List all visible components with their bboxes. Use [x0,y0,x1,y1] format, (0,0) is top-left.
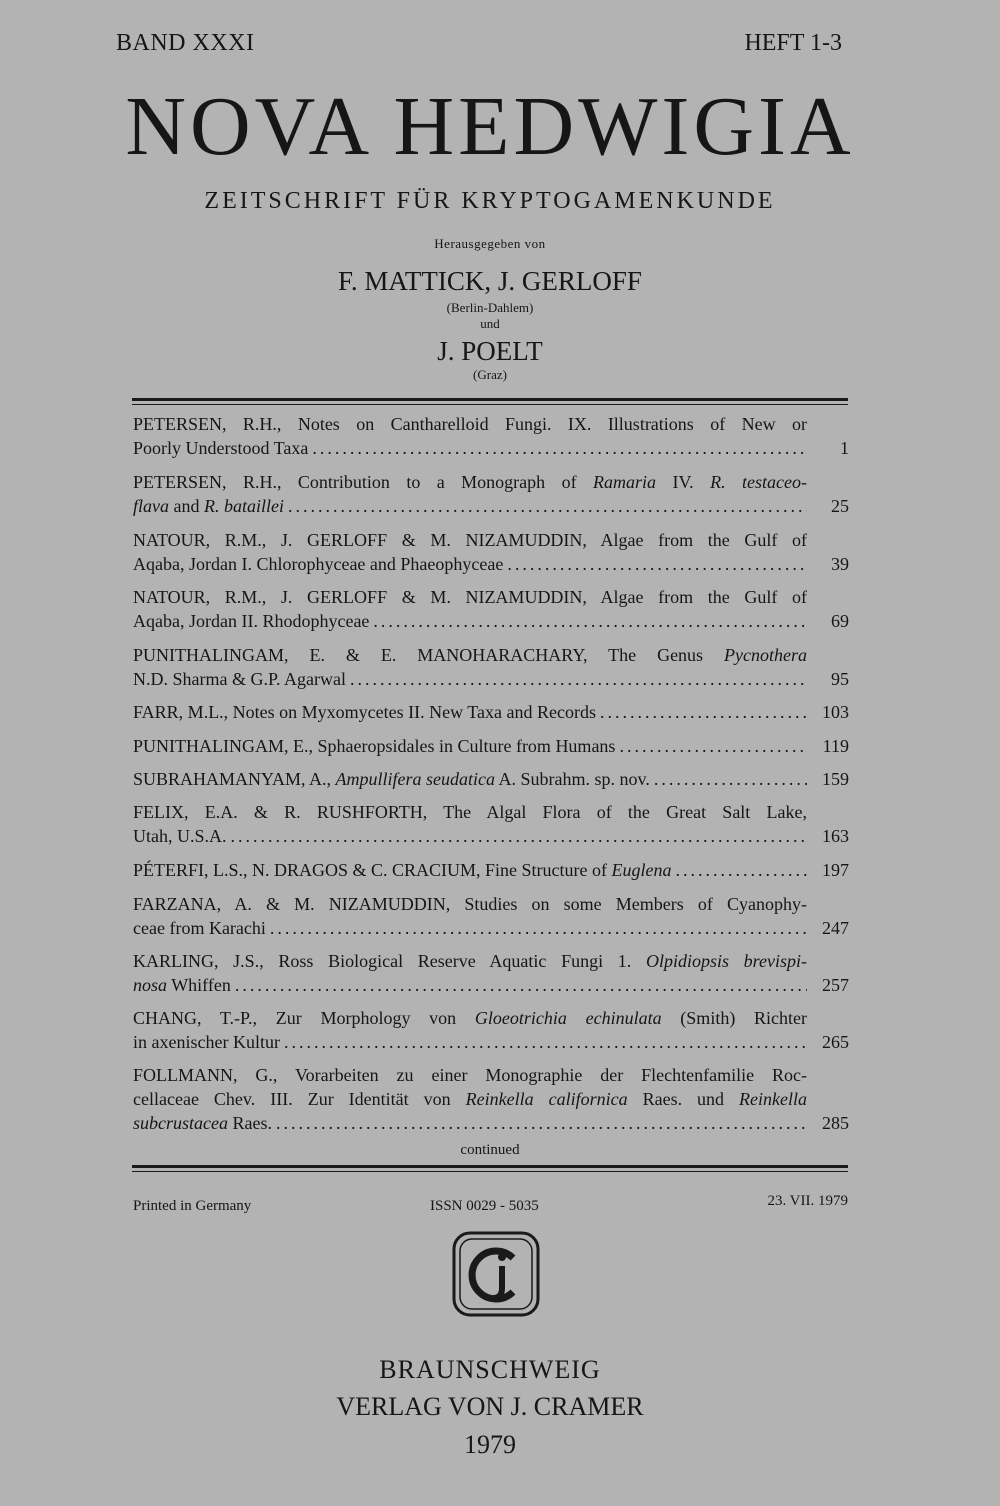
bottom-rule-thin [132,1171,848,1172]
toc-page-number: 159 [822,769,849,789]
top-rule-thin [132,404,848,405]
toc-leader-dots [507,554,807,575]
editors-primary: F. MATTICK, J. GERLOFF [338,266,642,296]
toc-entry [133,645,849,693]
toc-entry [133,894,849,942]
toc-entry-line: KARLING, J.S., Ross Biological Reserve Aquatic Fungi 1. Olpidiopsis brevispi- [133,951,807,971]
toc-entry [133,530,849,578]
toc-page-number: 265 [822,1032,849,1052]
toc-entry-text: Utah, U.S.A. [133,826,227,846]
toc-entry-text: nosa Whiffen [133,975,231,995]
toc-entry [133,769,849,793]
toc-entry [133,414,849,462]
toc-leader-dots [312,438,807,459]
toc-entry-line: FARZANA, A. & M. NIZAMUDDIN, Studies on some Members of Cyanophy- [133,894,807,914]
toc-entry-line: FOLLMANN, G., Vorarbeiten zu einer Monographie der Flechtenfamilie Roc- [133,1065,807,1085]
toc-leader-dots [235,975,807,996]
toc-entry-text: Aqaba, Jordan II. Rhodophyceae [133,611,370,631]
issn-number: ISSN 0029 - 5035 [430,1198,539,1214]
toc-page-number: 119 [822,736,849,756]
toc-entry [133,951,849,999]
toc-entry-line: NATOUR, R.M., J. GERLOFF & M. NIZAMUDDIN, Algae from the Gulf of [133,530,807,550]
toc-page-number: 39 [831,554,849,574]
publisher-city: BRAUNSCHWEIG [379,1355,601,1384]
toc-entry-text: subcrustacea Raes. [133,1113,272,1133]
and-label: und [480,316,500,331]
toc-page-number: 163 [822,826,849,846]
toc-entry-text: ceae from Karachi [133,918,266,938]
toc-entry-text: flava and R. bataillei [133,496,284,516]
toc-entry [133,802,849,850]
journal-subtitle: ZEITSCHRIFT FÜR KRYPTOGAMENKUNDE [204,188,776,214]
toc-entry-line: CHANG, T.-P., Zur Morphology von Gloeotrichia echinulata (Smith) Richter [133,1008,808,1028]
publication-year: 1979 [464,1430,516,1459]
toc-entry-line: PETERSEN, R.H., Notes on Cantharelloid Fungi. IX. Illustrations of New or [133,414,807,434]
toc-entry-line: PETERSEN, R.H., Contribution to a Monograph of Ramaria IV. R. testaceo- [133,472,807,492]
toc-entry-line: NATOUR, R.M., J. GERLOFF & M. NIZAMUDDIN, Algae from the Gulf of [133,587,807,607]
toc-entry-line: FELIX, E.A. & R. RUSHFORTH, The Algal Flora of the Great Salt Lake, [133,802,807,822]
toc-page-number: 1 [840,438,849,458]
toc-leader-dots [619,736,807,757]
toc-entry [133,1065,849,1137]
editors-location-graz: (Graz) [473,367,507,382]
toc-leader-dots [654,769,807,790]
toc-entry-text: Aqaba, Jordan I. Chlorophyceae and Phaeophyceae [133,554,504,574]
toc-leader-dots [231,826,808,847]
toc-entry [133,1008,849,1056]
editors-secondary: J. POELT [437,336,543,366]
toc-entry-text: SUBRAHAMANYAM, A., Ampullifera seudatica A. Subrahm. sp. nov. [133,769,650,789]
toc-entry-text: FARR, M.L., Notes on Myxomycetes II. New Taxa and Records [133,702,596,722]
toc-leader-dots [350,669,807,690]
toc-leader-dots [288,496,807,517]
toc-page-number: 247 [822,918,849,938]
toc-leader-dots [373,611,807,632]
toc-entry-text: PUNITHALINGAM, E., Sphaeropsidales in Culture from Humans [133,736,616,756]
publication-date: 23. VII. 1979 [767,1193,848,1209]
toc-page-number: 69 [831,611,849,631]
toc-page-number: 257 [822,975,849,995]
toc-entry-text: Poorly Understood Taxa [133,438,309,458]
toc-entry-line: cellaceae Chev. III. Zur Identität von Reinkella californica Raes. und Reinkella [133,1089,808,1109]
toc-page-number: 103 [822,702,849,722]
toc-entry-line: PUNITHALINGAM, E. & E. MANOHARACHARY, The Genus Pycnothera [133,645,807,665]
edited-by-label: Herausgegeben von [434,236,546,251]
toc-leader-dots [600,702,807,723]
volume-number: BAND XXXI [116,30,255,56]
toc-entry [133,736,849,760]
editors-location-berlin: (Berlin-Dahlem) [446,300,534,315]
toc-leader-dots [284,1032,807,1053]
toc-entry-text: in axenischer Kultur [133,1032,280,1052]
toc-leader-dots [270,918,807,939]
journal-title: NOVA HEDWIGIA [125,80,855,173]
printed-in-label: Printed in Germany [133,1198,252,1214]
toc-entry [133,472,849,520]
toc-entry [133,702,849,726]
toc-entry [133,860,849,884]
cramer-cj-logo-icon [451,1230,541,1318]
toc-page-number: 197 [822,860,849,880]
continued-label: continued [460,1142,520,1158]
toc-entry-text: N.D. Sharma & G.P. Agarwal [133,669,346,689]
toc-page-number: 285 [822,1113,849,1133]
toc-page-number: 95 [831,669,849,689]
issue-number: HEFT 1-3 [744,30,842,56]
bottom-rule-thick [132,1165,848,1168]
toc-leader-dots [276,1113,807,1134]
publisher-name: VERLAG VON J. CRAMER [336,1392,644,1421]
toc-leader-dots [676,860,807,881]
top-rule-thick [132,398,848,401]
toc-page-number: 25 [831,496,849,516]
toc-entry-text: PÉTERFI, L.S., N. DRAGOS & C. CRACIUM, Fine Structure of Euglena [133,860,672,880]
toc-entry [133,587,849,635]
